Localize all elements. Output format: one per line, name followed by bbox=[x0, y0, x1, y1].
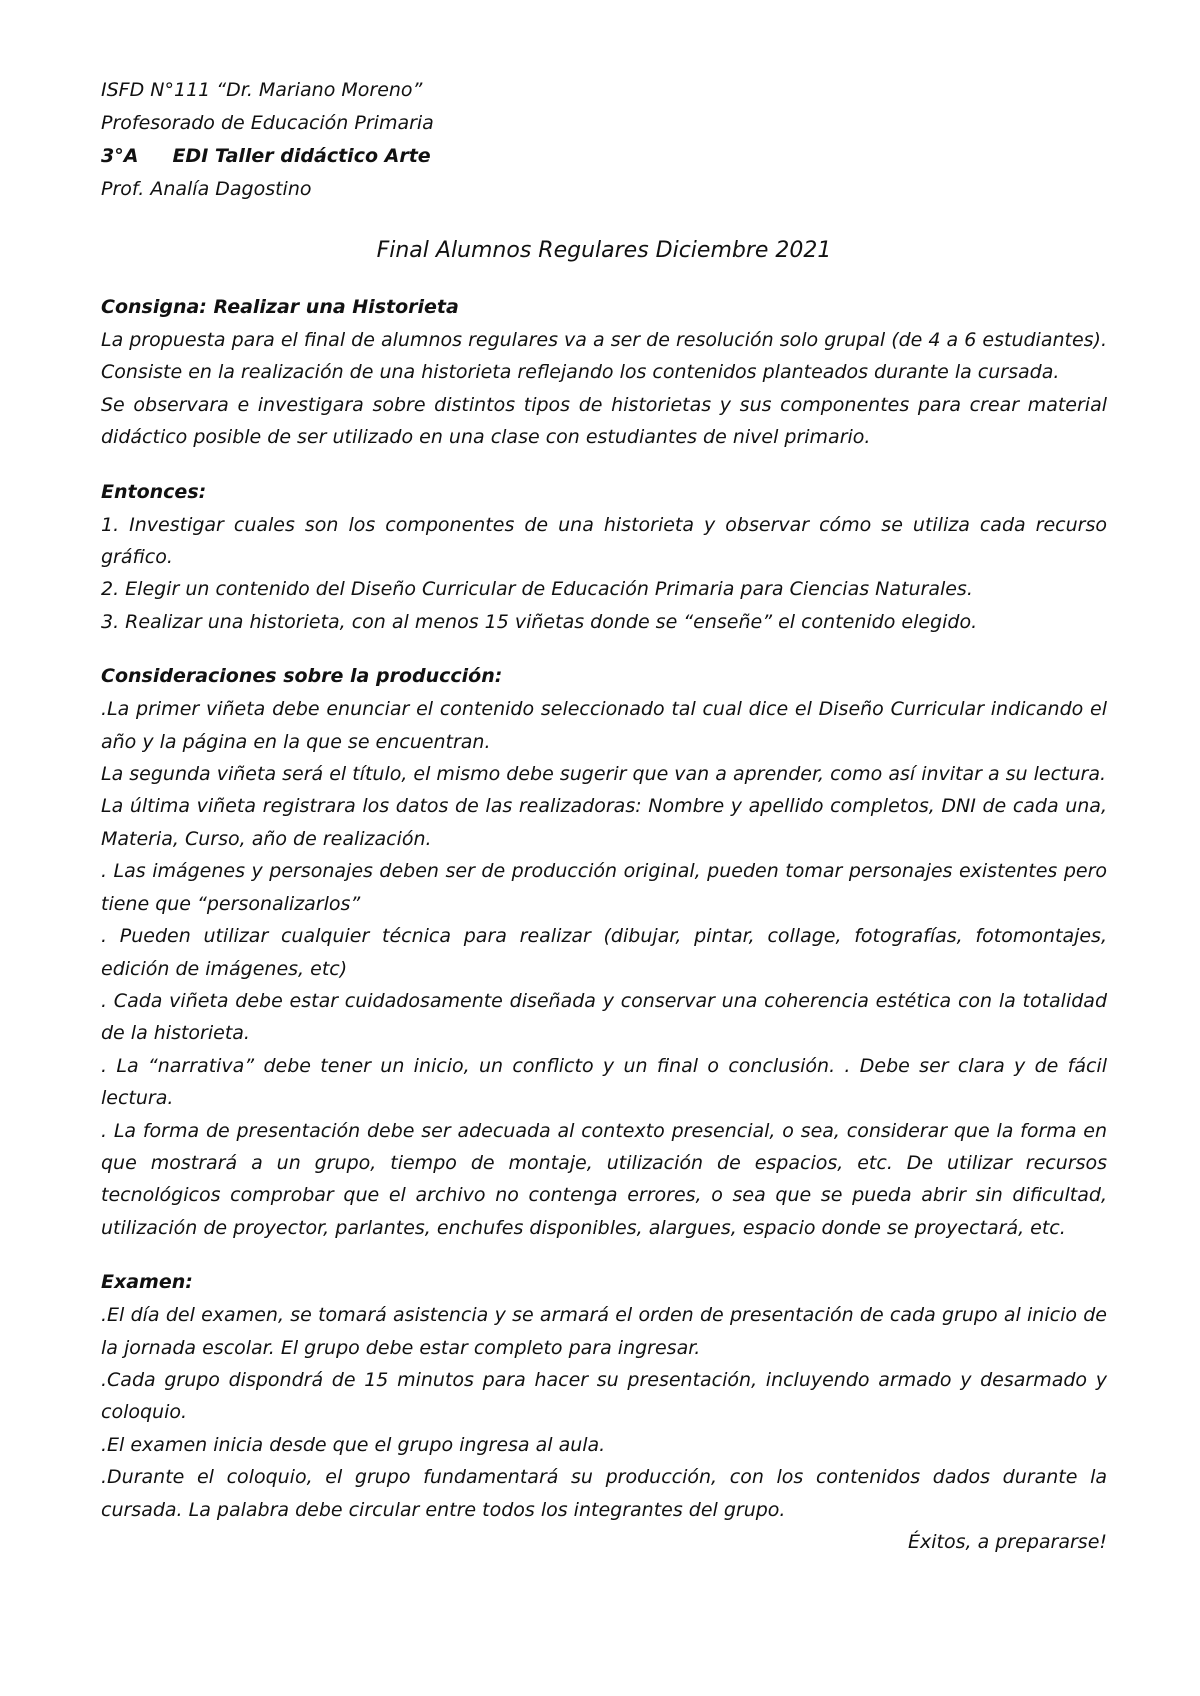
entonces-heading: Entonces: bbox=[101, 480, 207, 503]
list-item: . La forma de presentación debe ser adecuada al contexto presencial, o sea, considerar que la forma en que mostrará a un grupo, tiempo de montaje, utilización de espacios, etc. De utilizar recursos tecnológicos comprobar que el archivo no contenga errores, o sea que se pueda abrir sin dificultad, utilización de proyector, parlantes, enchufes disponibles, alargues, espacio donde se proyectará, etc. bbox=[101, 1119, 1107, 1239]
consigna-section bbox=[101, 291, 1107, 454]
list-item: 2. Elegir un contenido del Diseño Curricular de Educación Primaria para Ciencias Naturales. bbox=[101, 578, 973, 601]
signoff: Éxitos, a prepararse! bbox=[908, 1531, 1107, 1553]
list-item: 1. Investigar cuales son los componentes de una historieta y observar cómo se utiliza cada recurso gráfico. bbox=[101, 513, 1107, 569]
consigna-heading: Consigna: Realizar una Historieta bbox=[101, 296, 459, 318]
list-item: .El día del examen, se tomará asistencia y se armará el orden de presentación de cada grupo al inicio de la jornada escolar. El grupo debe estar completo para ingresar. bbox=[101, 1304, 1107, 1359]
subject-label: EDI Taller didáctico Arte bbox=[172, 145, 431, 167]
document-body bbox=[101, 74, 1107, 1559]
course-label: 3°A bbox=[101, 145, 139, 167]
consigna-paragraph: La propuesta para el final de alumnos regulares va a ser de resolución solo grupal (de 4 a 6 estudiantes). Consiste en la realización de una historieta reflejando los contenidos planteados durante la cursada. bbox=[101, 329, 1107, 384]
consigna-paragraph: Se observara e investigara sobre distintos tipos de historietas y sus componentes para crear material didáctico posible de ser utilizado en una clase con estudiantes de nivel primario. bbox=[101, 393, 1107, 449]
list-item: . La “narrativa” debe tener un inicio, un conflicto y un final o conclusión. . Debe ser clara y de fácil lectura. bbox=[101, 1054, 1107, 1110]
consideraciones-section bbox=[101, 660, 1107, 1244]
list-item: .El examen inicia desde que el grupo ingresa al aula. bbox=[101, 1433, 606, 1456]
list-item: 3. Realizar una historieta, con al menos 15 viñetas donde se “enseñe” el contenido elegido. bbox=[101, 610, 978, 633]
institution-line: ISFD N°111 “Dr. Mariano Moreno” bbox=[101, 79, 423, 101]
examen-heading: Examen: bbox=[101, 1271, 193, 1294]
list-item: .La primer viñeta debe enunciar el contenido seleccionado tal cual dice el Diseño Curricular indicando el año y la página en la que se encuentran. bbox=[101, 698, 1107, 753]
list-item: La última viñeta registrara los datos de las realizadoras: Nombre y apellido completos, DNI de cada una, Materia, Curso, año de realización. bbox=[101, 795, 1107, 850]
entonces-section bbox=[101, 476, 1107, 639]
list-item: . Pueden utilizar cualquier técnica para realizar (dibujar, pintar, collage, fotografías, fotomontajes, edición de imágenes, etc) bbox=[101, 925, 1107, 980]
list-item: La segunda viñeta será el título, el mismo debe sugerir que van a aprender, como así invitar a su lectura. bbox=[101, 763, 1107, 786]
list-item: .Cada grupo dispondrá de 15 minutos para hacer su presentación, incluyendo armado y desarmado y coloquio. bbox=[101, 1368, 1107, 1424]
consideraciones-heading: Consideraciones sobre la producción: bbox=[101, 665, 503, 688]
course-subject-line bbox=[101, 140, 1107, 173]
list-item: . Cada viñeta debe estar cuidadosamente diseñada y conservar una coherencia estética con la totalidad de la historieta. bbox=[101, 989, 1107, 1045]
examen-section bbox=[101, 1266, 1107, 1526]
header-block bbox=[101, 74, 1107, 206]
program-line: Profesorado de Educación Primaria bbox=[101, 112, 434, 134]
document-title: Final Alumnos Regulares Diciembre 2021 bbox=[376, 238, 832, 263]
teacher-line: Prof. Analía Dagostino bbox=[101, 178, 312, 200]
list-item: . Las imágenes y personajes deben ser de producción original, pueden tomar personajes existentes pero tiene que “personalizarlos” bbox=[101, 860, 1107, 915]
list-item: .Durante el coloquio, el grupo fundamentará su producción, con los contenidos dados durante la cursada. La palabra debe circular entre todos los integrantes del grupo. bbox=[101, 1466, 1107, 1521]
